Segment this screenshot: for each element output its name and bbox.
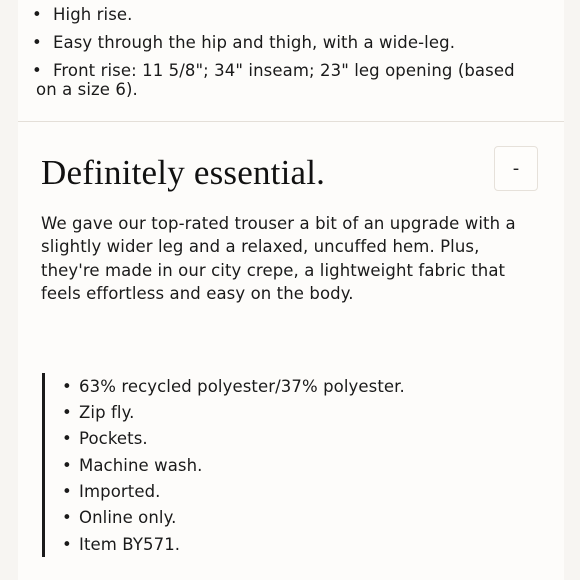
list-item — [32, 5, 538, 24]
list-item-text: Easy through the hip and thigh, with a wide-leg. — [53, 33, 456, 52]
product-details-list — [42, 373, 445, 557]
list-item-text: 63% recycled polyester/37% polyester. — [79, 377, 405, 396]
list-item — [62, 456, 203, 476]
bullet-icon: • — [32, 5, 42, 24]
bullet-icon: • — [32, 61, 42, 80]
bullet-icon: • — [62, 535, 72, 554]
list-item-text: Front rise: 11 5/8"; 34" inseam; 23" leg opening (based — [53, 61, 515, 80]
bullet-icon: • — [62, 377, 72, 396]
product-details-card — [18, 0, 564, 580]
bullet-icon: • — [62, 508, 72, 527]
section-title: Definitely essential. — [41, 153, 326, 192]
product-description: We gave our top-rated trouser a bit of an upgrade with a slightly wider leg and a relaxed, uncuffed hem. Plus, they're made in our city crepe, a lightweight fabric that feels effortless and easy on the body. — [41, 214, 516, 304]
bullet-icon: • — [62, 482, 72, 501]
bullet-icon: • — [62, 403, 72, 422]
list-item-text-continued: on a size 6). — [36, 80, 138, 99]
bullet-icon: • — [62, 429, 72, 448]
bullet-icon: • — [62, 456, 72, 475]
list-item — [62, 377, 405, 397]
list-item-text: Item BY571. — [79, 535, 181, 554]
list-item-text: Imported. — [79, 482, 161, 501]
list-item — [62, 535, 181, 555]
list-item — [62, 482, 161, 502]
collapse-button[interactable]: - — [494, 146, 538, 191]
list-item — [62, 508, 177, 528]
list-item-text: High rise. — [53, 5, 133, 24]
list-item-text: Machine wash. — [79, 456, 203, 475]
list-item — [62, 429, 148, 449]
list-item — [62, 403, 135, 423]
list-item-text: Online only. — [79, 508, 177, 527]
list-item — [32, 33, 538, 52]
list-item — [32, 61, 538, 99]
list-item-text: Zip fly. — [79, 403, 135, 422]
bullet-icon: • — [32, 33, 42, 52]
section-divider — [18, 121, 564, 122]
list-item-text: Pockets. — [79, 429, 148, 448]
